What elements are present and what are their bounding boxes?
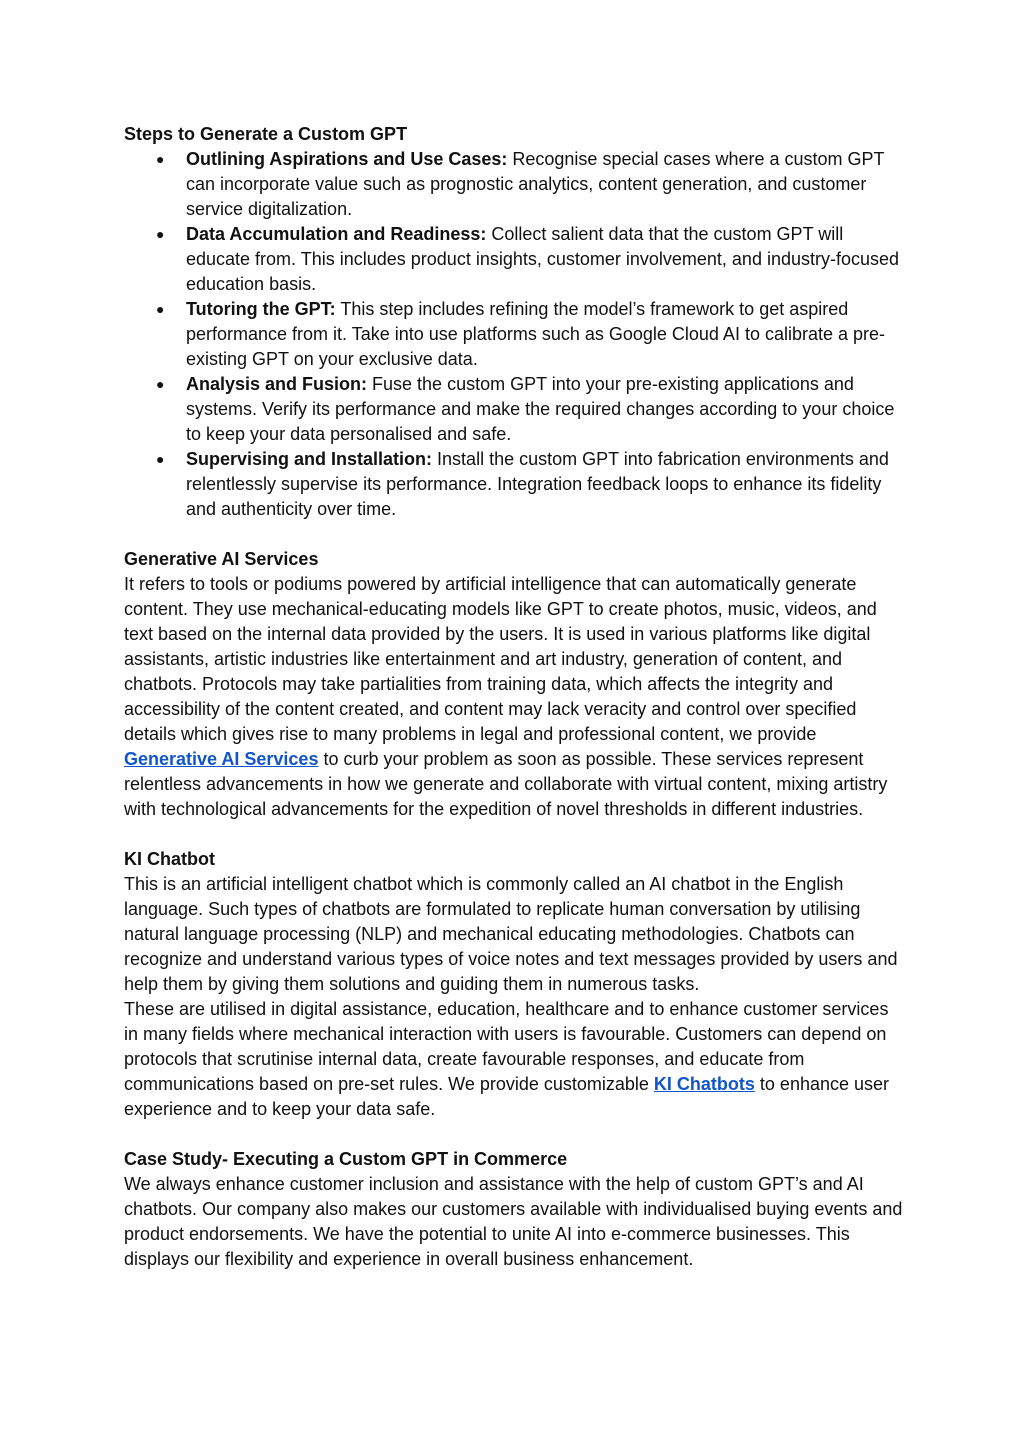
chatbot-text-after: to enhance user experience and to keep your data safe.	[124, 1074, 890, 1119]
paragraph-spacer	[124, 1122, 904, 1147]
step-term: Data Accumulation and Readiness:	[186, 224, 487, 244]
generative-paragraph	[124, 572, 904, 822]
generative-text-before: It refers to tools or podiums powered by artificial intelligence that can automatically generate content. They use mechanical-educating models like GPT to create photos, music, videos, and text based on the internal data provided by the users. It is used in various platforms like digital assistants, artistic industries like entertainment and art industry, generation of content, and chatbots. Protocols may take partialities from training data, which affects the integrity and accessibility of the content created, and content may lack veracity and control over specified details which gives rise to many problems in legal and professional content, we provide	[124, 574, 877, 744]
list-item	[124, 372, 904, 447]
bullet-icon: ●	[156, 151, 165, 167]
step-term: Analysis and Fusion:	[186, 374, 368, 394]
chatbot-paragraph-1: This is an artificial intelligent chatbot which is commonly called an AI chatbot in the English language. Such types of chatbots are formulated to replicate human conversation by utilising natural language processing (NLP) and mechanical educating methodologies. Chatbots can recognize and understand various types of voice notes and text messages provided by users and help them by giving them solutions and guiding them in numerous tasks.	[124, 874, 898, 994]
paragraph-spacer	[124, 822, 904, 847]
document-page	[124, 122, 904, 1272]
step-text: Install the custom GPT into fabrication environments and relentlessly supervise its performance. Integration feedback loops to enhance its fidelity and authenticity over time.	[186, 449, 889, 519]
list-item	[124, 297, 904, 372]
step-text: This step includes refining the model’s framework to get aspired performance from it. Take into use platforms such as Google Cloud AI to calibrate a pre-existing GPT on your exclusive data.	[186, 299, 886, 369]
steps-heading: Steps to Generate a Custom GPT	[124, 124, 408, 144]
ki-chatbots-link[interactable]: KI Chatbots	[653, 1074, 755, 1094]
steps-list	[124, 147, 904, 522]
chatbot-paragraph-2	[124, 997, 904, 1122]
bullet-icon: ●	[156, 376, 165, 392]
step-text: Recognise special cases where a custom GPT can incorporate value such as prognostic analytics, content generation, and customer service digitalization.	[186, 149, 885, 219]
step-term: Tutoring the GPT:	[186, 299, 336, 319]
chatbot-text-before: These are utilised in digital assistance, education, healthcare and to enhance customer services in many fields where mechanical interaction with users is favourable. Customers can depend on protocols that scrutinise internal data, create favourable responses, and educate from communications based on pre-set rules. We provide customizable	[124, 999, 889, 1094]
step-text: Fuse the custom GPT into your pre-existing applications and systems. Verify its performance and make the required changes according to your choice to keep your data personalised and safe.	[186, 374, 895, 444]
bullet-icon: ●	[156, 226, 165, 242]
list-item	[124, 447, 904, 522]
case-study-heading: Case Study- Executing a Custom GPT in Commerce	[124, 1149, 568, 1169]
generative-text-after: to curb your problem as soon as possible. These services represent relentless advancements in how we generate and collaborate with virtual content, mixing artistry with technological advancements for the expedition of novel thresholds in different industries.	[124, 749, 888, 819]
step-term: Outlining Aspirations and Use Cases:	[186, 149, 508, 169]
chatbot-heading: KI Chatbot	[124, 849, 215, 869]
generative-heading: Generative AI Services	[124, 549, 319, 569]
bullet-icon: ●	[156, 451, 165, 467]
case-study-paragraph: We always enhance customer inclusion and assistance with the help of custom GPT’s and AI chatbots. Our company also makes our customers available with individualised buying events and product endorsements. We have the potential to unite AI into e-commerce businesses. This displays our flexibility and experience in overall business enhancement.	[124, 1174, 903, 1269]
bullet-icon: ●	[156, 301, 165, 317]
paragraph-spacer	[124, 522, 904, 547]
step-term: Supervising and Installation:	[186, 449, 433, 469]
step-text: Collect salient data that the custom GPT will educate from. This includes product insights, customer involvement, and industry-focused education basis.	[186, 224, 900, 294]
list-item	[124, 222, 904, 297]
generative-ai-services-link[interactable]: Generative AI Services	[124, 749, 319, 769]
list-item	[124, 147, 904, 222]
